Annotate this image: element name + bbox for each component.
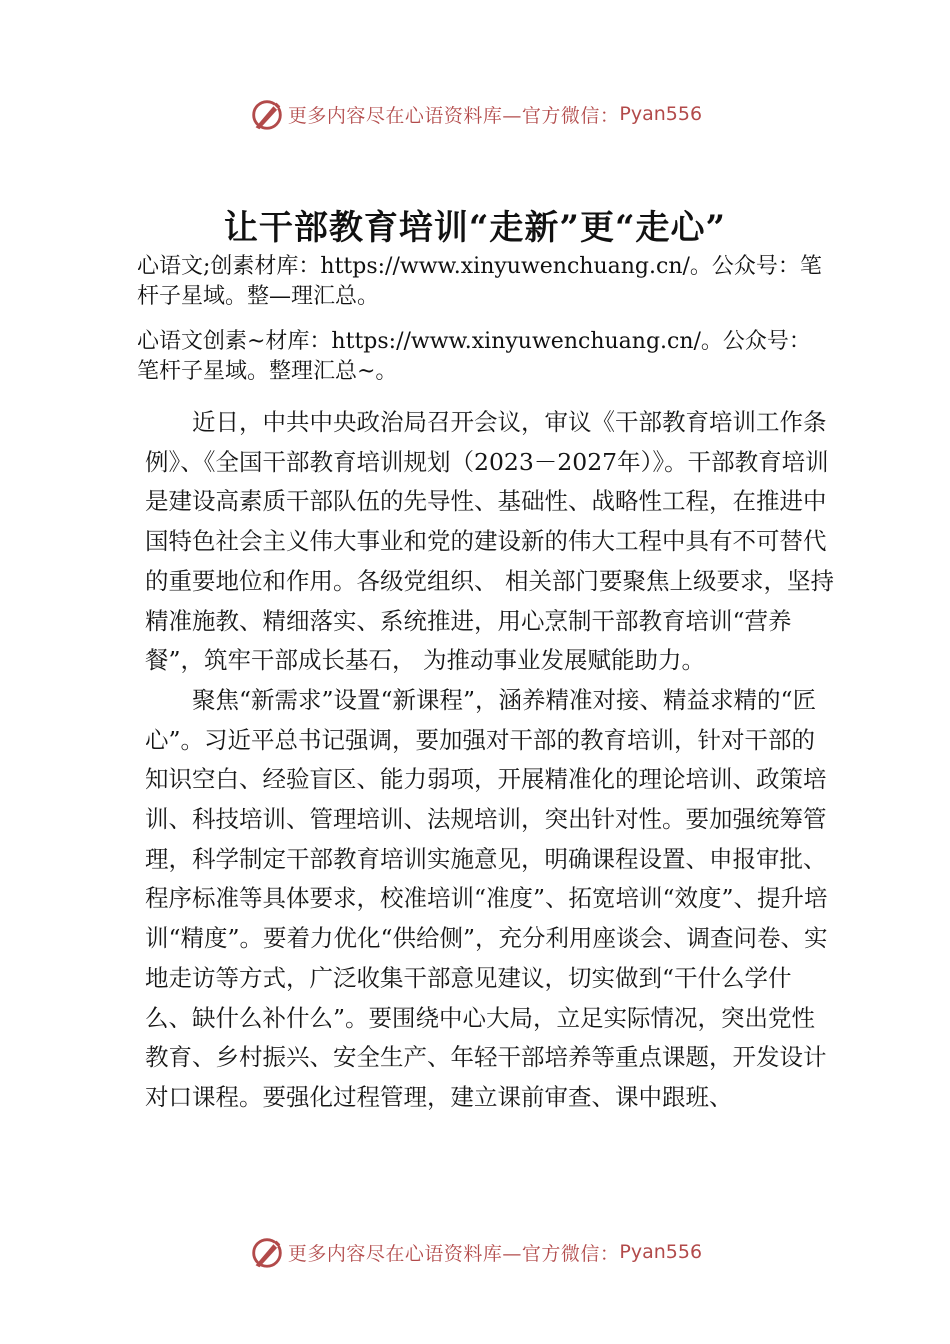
meta-line-2: 心语文创素~材库：https://www.xinyuwenchuang.cn/。公众号：笔杆子星域。整理汇总~。 [137, 329, 811, 384]
header-banner-wechat: Pyan556 [619, 103, 703, 125]
footer-banner [0, 1230, 950, 1274]
header-banner [0, 92, 950, 136]
footer-banner-text: 更多内容尽在心语资料库—官方微信： [287, 1242, 620, 1265]
meta-line-1: 心语文;创素材库：https://www.xinyuwenchuang.cn/。公众号：笔杆子星域。整—理汇总。 [137, 254, 822, 309]
document-title: 让干部教育培训“走新”更“走心” [223, 208, 727, 248]
pen-nib-circle-icon [248, 1233, 286, 1271]
pen-nib-circle-icon [248, 95, 286, 133]
body-paragraph-2: 聚焦“新需求”设置“新课程”，涵养精准对接、精益求精的“匠心”。习近平总书记强调，要加强对干部的教育培训，针对干部的知识空白、经验盲区、能力弱项，开展精准化的理论培训、政策培训、科技培训、管理培训、法规培训，突出针对性。要加强统筹管理，科学制定干部教育培训实施意见，明确课程设置、申报审批、程序标准等具体要求，校准培训“准度”、拓宽培训“效度”、提升培训“精度”。要着力优化“供给侧”，充分利用座谈会、调查问卷、实地走访等方式，广泛收集干部意见建议，切实做到“干什么学什么、缺什么补什么”。要围绕中心大局，立足实际情况，突出党性教育、乡村振兴、安全生产、年轻干部培养等重点课题，开发设计对口课程。要强化过程管理，建立课前审查、课中跟班、 [145, 685, 828, 1111]
footer-banner-wechat: Pyan556 [619, 1241, 703, 1263]
header-banner-text: 更多内容尽在心语资料库—官方微信： [287, 104, 620, 127]
body-paragraph-1: 近日，中共中央政治局召开会议，审议《干部教育培训工作条例》、《全国干部教育培训规划（2023－2027年）》。干部教育培训是建设高素质干部队伍的先导性、基础性、战略性工程，在推进中国特色社会主义伟大事业和党的建设新的伟大工程中具有不可替代的重要地位和作用。各级党组织、 相关部门要聚焦上级要求，坚持精准施教、精细落实、系统推进，用心烹制干部教育培训“营养餐”，筑牢干部成长基石， 为推动事业发展赋能助力。 [145, 408, 834, 675]
document-body [145, 403, 835, 1118]
